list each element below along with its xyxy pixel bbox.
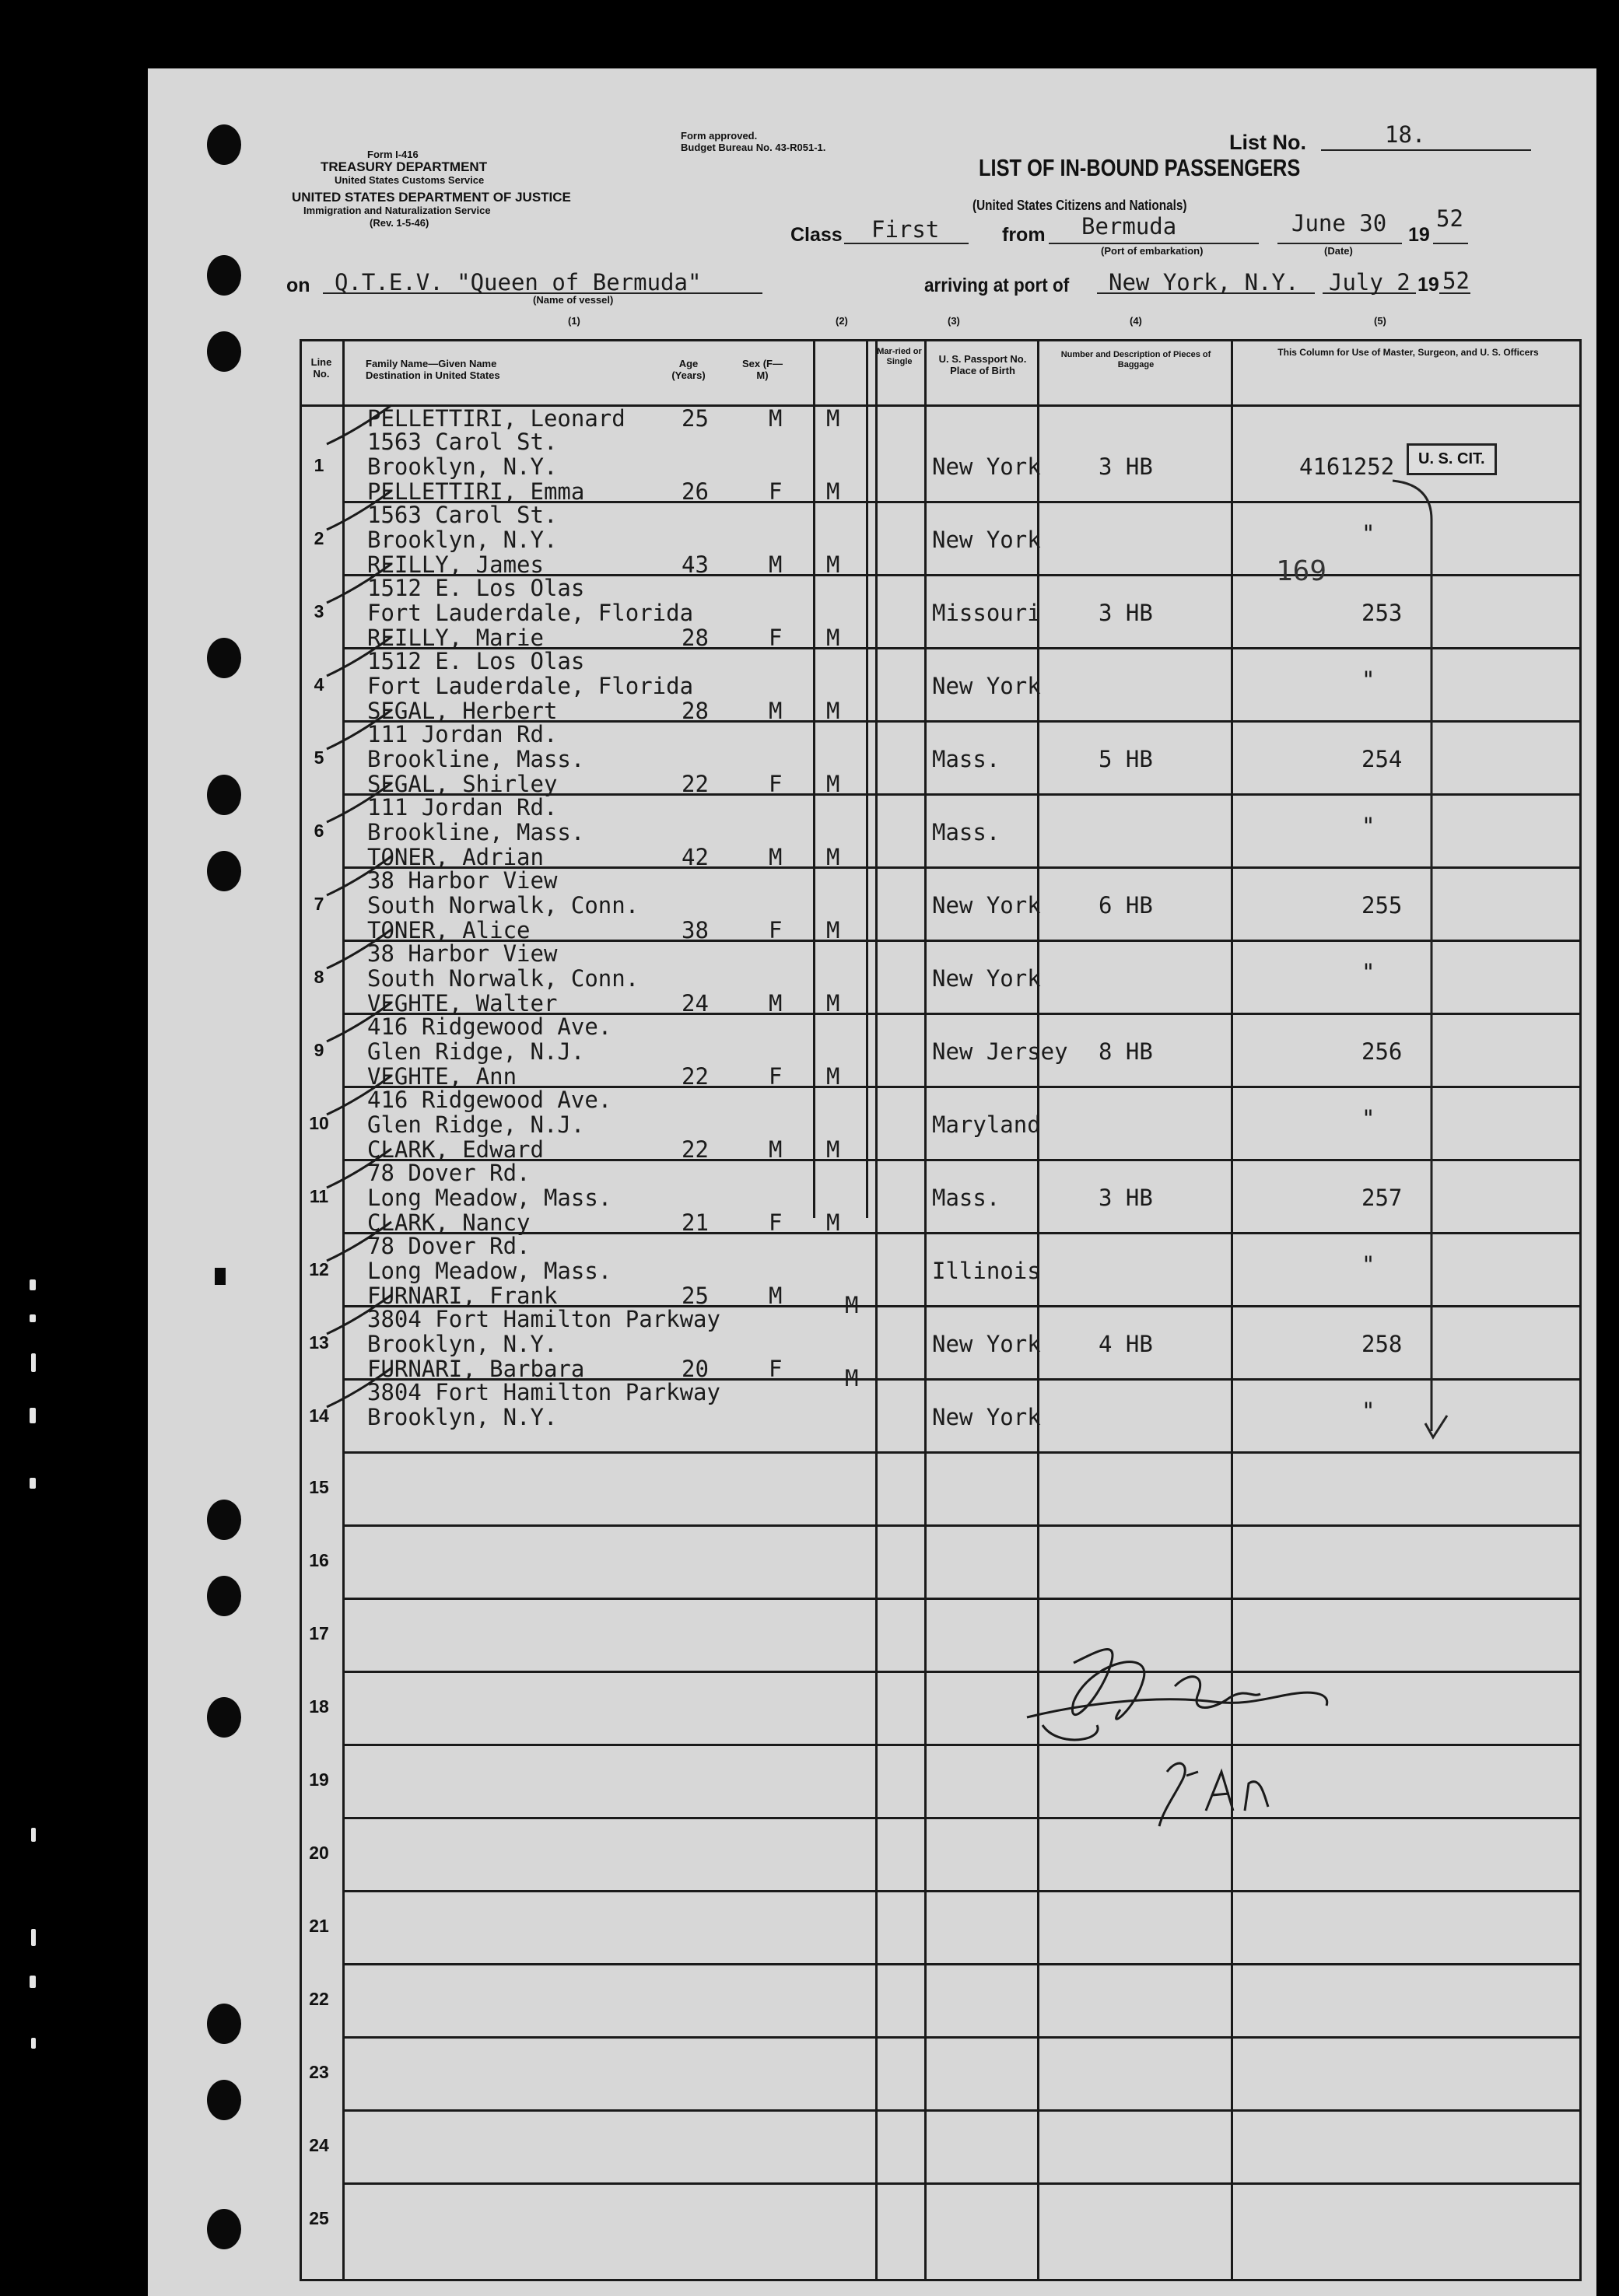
scan-mark [30, 1478, 36, 1489]
address-city: Brookline, Mass. [367, 819, 585, 845]
punch-hole [207, 124, 241, 165]
marital-status: M [826, 698, 840, 724]
officer-note: 4161252 [1299, 453, 1395, 480]
line-number: 14 [309, 1405, 329, 1426]
baggage: 6 HB [1099, 892, 1153, 919]
address-city: Brookline, Mass. [367, 746, 585, 772]
form-number: Form I-416 [367, 149, 419, 160]
address-street: 416 Ridgewood Ave. [367, 1013, 612, 1040]
date-year-prefix: 19 [1408, 224, 1430, 246]
address-street: 1512 E. Los Olas [367, 575, 585, 601]
column-number: (3) [948, 315, 960, 327]
baggage: 4 HB [1099, 1331, 1153, 1357]
empty-table-row [148, 1503, 1596, 1577]
passenger-age: 22 [682, 771, 709, 797]
column-number: (4) [1130, 315, 1142, 327]
on-label: on [286, 275, 310, 296]
marital-status: M [826, 1063, 840, 1090]
marital-status: M [826, 844, 840, 870]
date-value: June 30 [1291, 210, 1387, 236]
line-number: 19 [309, 1769, 329, 1790]
customs-service: United States Customs Service [335, 174, 485, 186]
check-tick-icon [325, 631, 395, 685]
line-number: 6 [314, 821, 324, 841]
passenger-age: 28 [682, 625, 709, 651]
check-tick-icon [325, 850, 395, 905]
address-city: Fort Lauderdale, Florida [367, 673, 694, 699]
list-label: List No. [1229, 131, 1306, 154]
baggage: 3 HB [1099, 600, 1153, 626]
line-number: 8 [314, 967, 324, 987]
passenger-age: 25 [682, 405, 709, 432]
manifest-page [148, 68, 1596, 2296]
address-street: 78 Dover Rd. [367, 1160, 531, 1186]
officer-note: " [1361, 813, 1375, 839]
passenger-name: REILLY, Marie [367, 625, 544, 651]
officer-note: 257 [1361, 1185, 1403, 1211]
officer-note: " [1361, 1105, 1375, 1132]
place-of-birth: New York [932, 892, 1041, 919]
scan-mark [30, 1976, 36, 1988]
address-city: Brooklyn, N.Y. [367, 1404, 558, 1430]
address-city: South Norwalk, Conn. [367, 965, 640, 992]
marital-status: M [826, 478, 840, 505]
passenger-name: PELLETTIRI, Leonard [367, 405, 626, 432]
line-number: 18 [309, 1696, 329, 1717]
officer-note: 258 [1361, 1331, 1403, 1357]
line-number: 21 [309, 1916, 329, 1936]
passenger-name: FURNARI, Barbara [367, 1356, 585, 1382]
passenger-age: 20 [682, 1356, 709, 1382]
passenger-sex: F [769, 771, 783, 797]
header-married: Mar-ried or Single [877, 347, 922, 366]
address-street: 416 Ridgewood Ave. [367, 1087, 612, 1113]
line-number: 23 [309, 2062, 329, 2082]
line-number: 11 [309, 1186, 329, 1206]
check-tick-icon [325, 1362, 395, 1416]
check-tick-icon [325, 777, 395, 831]
empty-table-row [148, 1723, 1596, 1796]
passenger-age: 42 [682, 844, 709, 870]
passenger-sex: F [769, 1209, 783, 1236]
address-street: 1563 Carol St. [367, 502, 558, 528]
empty-table-row [148, 1577, 1596, 1650]
marital-status: M [826, 551, 840, 578]
place-of-birth: Maryland [932, 1111, 1041, 1138]
header-passport: U. S. Passport No. Place of Birth [938, 353, 1027, 376]
passenger-age: 22 [682, 1063, 709, 1090]
address-city: Brooklyn, N.Y. [367, 1331, 558, 1357]
address-street: 1512 E. Los Olas [367, 648, 585, 674]
passenger-age: 26 [682, 478, 709, 505]
place-of-birth: Mass. [932, 819, 1000, 845]
marital-status: M [826, 990, 840, 1017]
budget-bureau: Budget Bureau No. 43-R051-1. [681, 142, 826, 153]
line-number: 17 [309, 1623, 329, 1643]
passenger-sex: M [769, 1283, 783, 1309]
address-street: 1563 Carol St. [367, 429, 558, 455]
empty-table-row [148, 2088, 1596, 2161]
place-of-birth: New York [932, 527, 1041, 553]
address-city: Long Meadow, Mass. [367, 1258, 612, 1284]
passenger-age: 25 [682, 1283, 709, 1309]
arriving-label: arriving at port of [924, 275, 1070, 296]
address-city: Brooklyn, N.Y. [367, 527, 558, 553]
check-tick-icon [325, 485, 395, 539]
form-approved: Form approved. [681, 130, 758, 142]
passenger-name: CLARK, Edward [367, 1136, 544, 1163]
officer-note: 254 [1361, 746, 1403, 772]
line-number: 4 [314, 674, 324, 695]
treasury-department: TREASURY DEPARTMENT [321, 159, 488, 174]
officer-note: " [1361, 1251, 1375, 1278]
bracket-line [1377, 473, 1533, 1453]
passenger-sex: F [769, 478, 783, 505]
marital-status: M [826, 917, 840, 943]
department-of-justice: UNITED STATES DEPARTMENT OF JUSTICE [292, 190, 571, 205]
arrival-year: 52 [1442, 268, 1470, 294]
line-number: 2 [314, 528, 324, 548]
line-number: 20 [309, 1843, 329, 1863]
line-number: 24 [309, 2135, 329, 2155]
check-tick-icon [325, 1289, 395, 1343]
address-city: Fort Lauderdale, Florida [367, 600, 694, 626]
header-officers: This Column for Use of Master, Surgeon, and U. S. Officers [1277, 347, 1539, 358]
header-name: Family Name—Given Name Destination in United States [366, 358, 500, 381]
passenger-name: SEGAL, Shirley [367, 771, 558, 797]
empty-table-row [148, 2161, 1596, 2235]
line-number: 13 [309, 1332, 329, 1353]
address-street: 111 Jordan Rd. [367, 794, 558, 821]
date-caption: (Date) [1324, 245, 1353, 257]
address-city: Glen Ridge, N.J. [367, 1111, 585, 1138]
scan-mark [30, 1314, 36, 1322]
passenger-name: SEGAL, Herbert [367, 698, 558, 724]
officer-note: " [1361, 1398, 1375, 1424]
header-line-no: Line No. [310, 356, 332, 380]
punch-hole [207, 331, 241, 372]
header-baggage: Number and Description of Pieces of Baggage [1060, 350, 1211, 369]
empty-table-row [148, 1796, 1596, 1869]
empty-table-row [148, 1650, 1596, 1723]
scan-mark [31, 1929, 36, 1946]
stamped-number: 169 [1276, 555, 1327, 587]
scan-mark [31, 1828, 36, 1842]
address-city: Brooklyn, N.Y. [367, 453, 558, 480]
from-label: from [1002, 224, 1046, 246]
line-number: 22 [309, 1989, 329, 2009]
column-number: (5) [1374, 315, 1386, 327]
passenger-sex: F [769, 917, 783, 943]
punch-hole [207, 255, 241, 296]
column-number: (1) [568, 315, 580, 327]
arrival-port: New York, N.Y. [1109, 269, 1299, 296]
marital-status: M [826, 771, 840, 797]
marital-status: M [826, 1136, 840, 1163]
passenger-age: 22 [682, 1136, 709, 1163]
passenger-sex: F [769, 1356, 783, 1382]
us-citizen-stamp: U. S. CIT. [1407, 443, 1497, 475]
check-tick-icon [325, 1216, 395, 1270]
scan-mark [30, 1408, 36, 1423]
address-city: South Norwalk, Conn. [367, 892, 640, 919]
marital-status: M [826, 1209, 840, 1236]
vessel-name: Q.T.E.V. "Queen of Bermuda" [335, 269, 702, 296]
address-street: 111 Jordan Rd. [367, 721, 558, 747]
marital-status: M [826, 405, 840, 432]
passenger-sex: M [769, 551, 783, 578]
marital-status: M [845, 1292, 859, 1318]
line-number: 12 [309, 1259, 329, 1279]
passenger-name: PELLETTIRI, Emma [367, 478, 585, 505]
line-number: 7 [314, 894, 324, 914]
check-tick-icon [325, 704, 395, 758]
page-subtitle: (United States Citizens and Nationals) [972, 198, 1187, 213]
address-street: 38 Harbor View [367, 867, 558, 894]
passenger-sex: M [769, 990, 783, 1017]
passenger-name: CLARK, Nancy [367, 1209, 531, 1236]
marital-status: M [845, 1365, 859, 1391]
address-street: 38 Harbor View [367, 940, 558, 967]
passenger-name: VEGHTE, Walter [367, 990, 558, 1017]
line-number: 10 [309, 1113, 329, 1133]
arrival-date: July 2 [1329, 269, 1410, 296]
passenger-age: 38 [682, 917, 709, 943]
class-value: First [871, 216, 940, 243]
passenger-name: TONER, Adrian [367, 844, 544, 870]
header-age: Age (Years) [671, 358, 706, 381]
address-city: Long Meadow, Mass. [367, 1185, 612, 1211]
passenger-age: 28 [682, 698, 709, 724]
place-of-birth: New York [932, 1404, 1041, 1430]
arrival-year-prefix: 19 [1418, 274, 1439, 296]
place-of-birth: Mass. [932, 746, 1000, 772]
passenger-name: REILLY, James [367, 551, 544, 578]
scan-mark [31, 1353, 36, 1372]
vessel-caption: (Name of vessel) [533, 294, 614, 306]
revision: (Rev. 1-5-46) [370, 217, 429, 229]
line-number: 25 [309, 2208, 329, 2228]
passenger-sex: M [769, 1136, 783, 1163]
place-of-birth: Mass. [932, 1185, 1000, 1211]
list-number: 18. [1385, 121, 1426, 148]
passenger-age: 21 [682, 1209, 709, 1236]
officer-note: 253 [1361, 600, 1403, 626]
passenger-name: VEGHTE, Ann [367, 1063, 517, 1090]
column-number: (2) [836, 315, 848, 327]
passenger-sex: M [769, 844, 783, 870]
line-number: 1 [314, 455, 324, 475]
baggage: 3 HB [1099, 453, 1153, 480]
place-of-birth: Missouri [932, 600, 1041, 626]
officer-signature [1011, 1616, 1354, 1842]
officer-note: " [1361, 959, 1375, 985]
place-of-birth: New York [932, 965, 1041, 992]
address-street: 78 Dover Rd. [367, 1233, 531, 1259]
scan-mark [30, 1279, 36, 1290]
passenger-age: 24 [682, 990, 709, 1017]
place-of-birth: New Jersey [932, 1038, 1068, 1065]
ins-service: Immigration and Naturalization Service [303, 205, 491, 216]
page-title: LIST OF IN-BOUND PASSENGERS [979, 154, 1301, 181]
officer-note: 255 [1361, 892, 1403, 919]
class-label: Class [790, 224, 843, 246]
check-tick-icon [325, 923, 395, 978]
passenger-name: FURNARI, Frank [367, 1283, 558, 1309]
check-tick-icon [325, 996, 395, 1051]
passenger-sex: M [769, 698, 783, 724]
place-of-birth: New York [932, 453, 1041, 480]
scan-mark [31, 2038, 36, 2049]
date-year: 52 [1436, 205, 1463, 232]
passenger-sex: F [769, 1063, 783, 1090]
line-number: 3 [314, 601, 324, 621]
line-number: 9 [314, 1040, 324, 1060]
check-tick-icon [325, 1069, 395, 1124]
place-of-birth: New York [932, 1331, 1041, 1357]
address-city: Glen Ridge, N.J. [367, 1038, 585, 1065]
check-tick-icon [325, 1143, 395, 1197]
from-value: Bermuda [1081, 213, 1177, 240]
officer-note: " [1361, 667, 1375, 693]
empty-table-row [148, 2015, 1596, 2088]
baggage: 5 HB [1099, 746, 1153, 772]
passenger-sex: M [769, 405, 783, 432]
passenger-age: 43 [682, 551, 709, 578]
officer-note: 256 [1361, 1038, 1403, 1065]
place-of-birth: Illinois [932, 1258, 1041, 1284]
line-number: 16 [309, 1550, 329, 1570]
line-number: 15 [309, 1477, 329, 1497]
marital-status: M [826, 625, 840, 651]
port-embarkation-caption: (Port of embarkation) [1101, 245, 1204, 257]
passenger-sex: F [769, 625, 783, 651]
check-tick-icon [325, 399, 395, 453]
empty-table-row [148, 1869, 1596, 1942]
header-sex: Sex (F—M) [741, 358, 783, 381]
empty-table-row [148, 1942, 1596, 2015]
address-street: 3804 Fort Hamilton Parkway [367, 1306, 720, 1332]
check-tick-icon [325, 558, 395, 612]
passenger-name: TONER, Alice [367, 917, 531, 943]
officer-note: " [1361, 520, 1375, 547]
baggage: 8 HB [1099, 1038, 1153, 1065]
place-of-birth: New York [932, 673, 1041, 699]
baggage: 3 HB [1099, 1185, 1153, 1211]
address-street: 3804 Fort Hamilton Parkway [367, 1379, 720, 1405]
line-number: 5 [314, 747, 324, 768]
table-row [148, 407, 1596, 480]
